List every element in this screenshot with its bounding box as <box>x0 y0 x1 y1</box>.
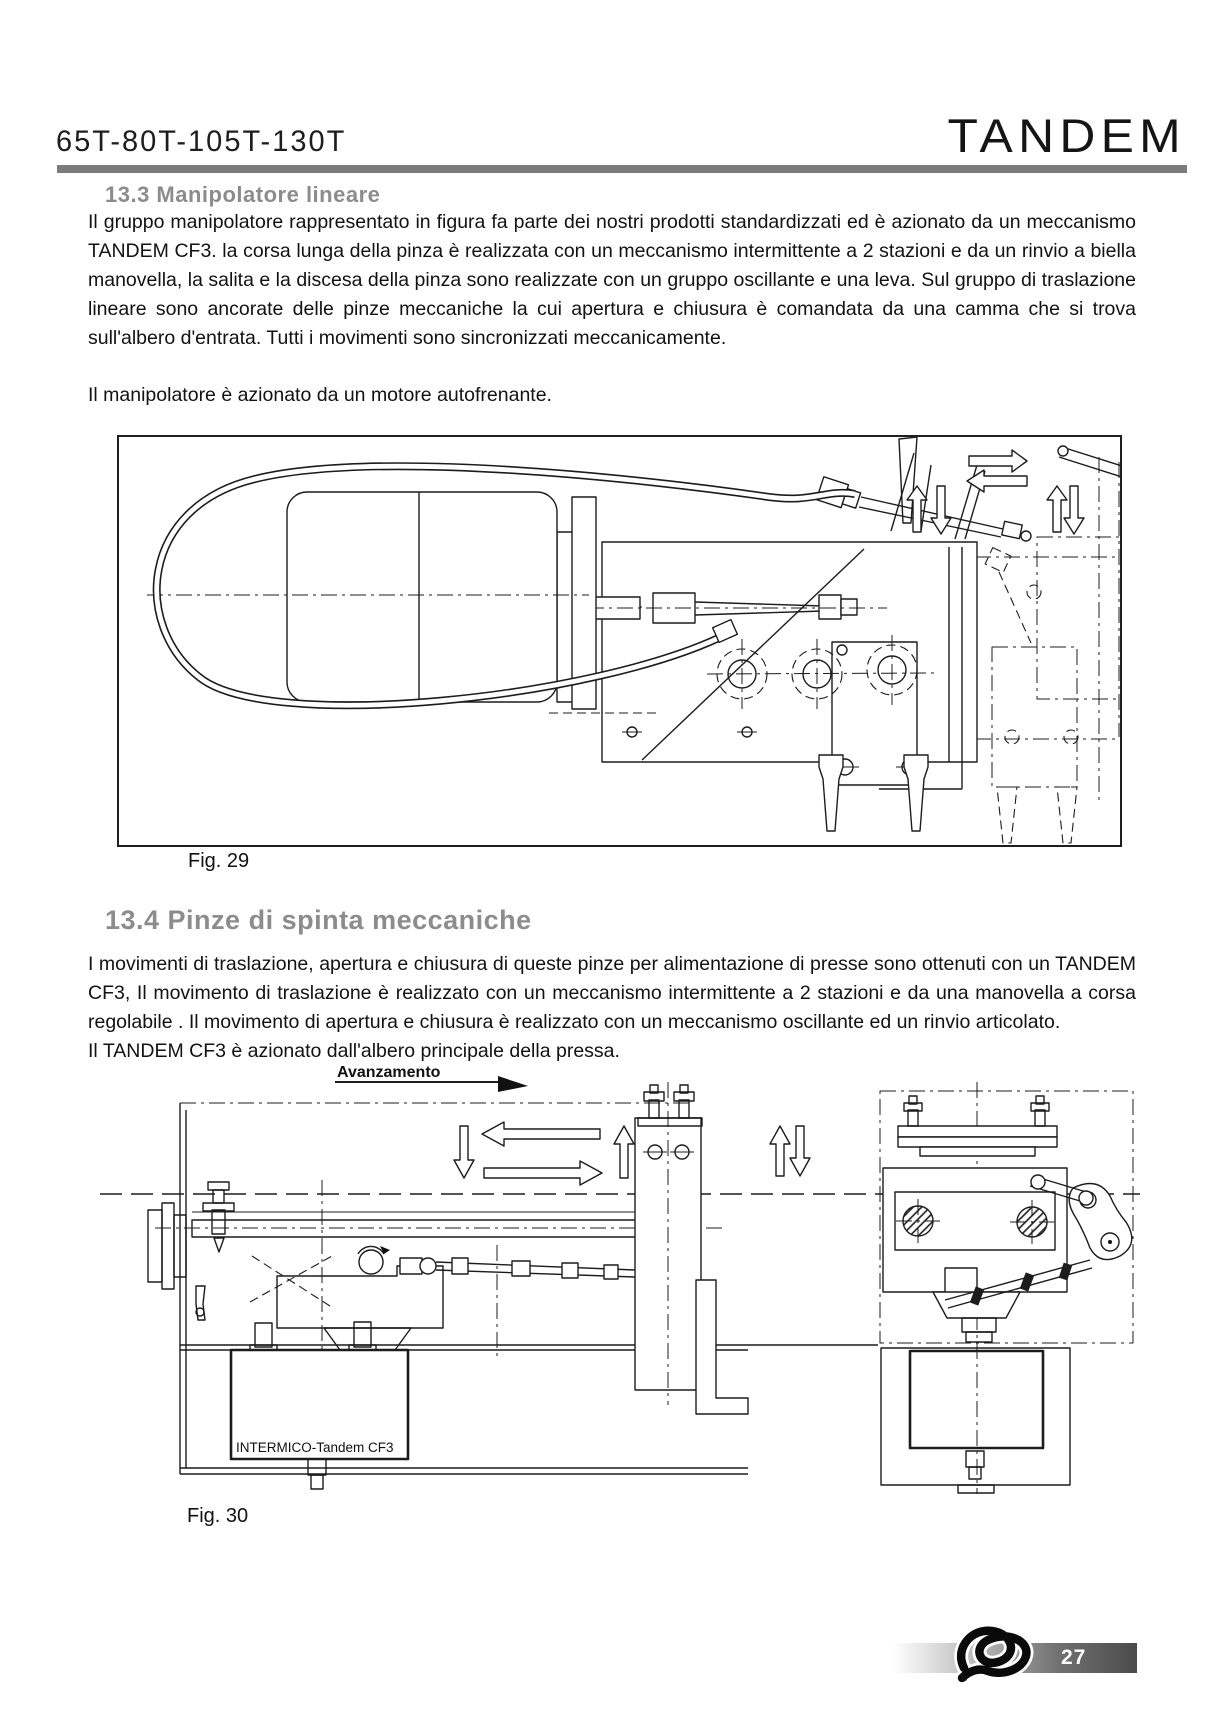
section-13-4-heading: 13.4 Pinze di spinta meccaniche <box>105 905 532 935</box>
brand-logo-text: TANDEM <box>947 109 1186 162</box>
figure-29 <box>117 435 1122 847</box>
fig29-gripper-plate <box>819 642 928 831</box>
fig29-ghost-outline <box>975 457 1120 843</box>
section-13-3-paragraph-2: Il manipolatore è azionato da un motore autofrenante. <box>88 384 552 406</box>
figure-30-caption: Fig. 30 <box>187 1505 249 1527</box>
fig30-end-view <box>880 1082 1133 1494</box>
fig30-drawing <box>100 1060 1140 1502</box>
figure-29-caption: Fig. 29 <box>188 850 250 872</box>
gearbox-label: INTERMICO-Tandem CF3 <box>236 1440 394 1455</box>
header-rule <box>57 165 1187 173</box>
fig29-housing <box>602 542 977 789</box>
fig30-side-view <box>148 1082 878 1489</box>
header-model-codes: 65T-80T-105T-130T <box>56 125 347 159</box>
section-13-4-paragraph: I movimenti di traslazione, apertura e chiusura di queste pinze per alimentazione di presse sono ottenuti con un TANDEM CF3, Il movimento di traslazione è realizzato con un meccanismo intermittente a 2 stazioni e da una manovella a corsa regolabile . Il movimento di apertura e chiusura è realizzato con un meccanismo oscillante ed un rinvio articolato. <box>88 953 1136 1033</box>
section-13-4-paragraph-2: Il TANDEM CF3 è azionato dall'albero principale della pressa. <box>88 1040 620 1062</box>
section-13-3-heading: 13.3 Manipolatore lineare <box>105 182 381 207</box>
fig29-drawing <box>119 437 1120 845</box>
figure-30 <box>100 1060 1140 1502</box>
avanzamento-label <box>335 1064 528 1092</box>
right-arrow-icon <box>498 1076 528 1092</box>
section-13-3-paragraph: Il gruppo manipolatore rappresentato in figura fa parte dei nostri prodotti standardizzati ed è azionato da un meccanismo TANDEM CF3. la corsa lunga della pinza è realizzata con un meccanismo intermittente a 2 stazioni e da un rinvio a biella manovella, la salita e la discesa della pinza sono realizzate con un gruppo oscillante e una leva. Sul gruppo di traslazione lineare sono ancorate delle pinze meccaniche la cui apertura e chiusura è comandata da una camma che si trova sull'albero d'entrata. Tutti i movimenti sono sincronizzati meccanicamente. <box>88 211 1136 349</box>
page-number: 27 <box>1061 1646 1087 1669</box>
motion-arrows-icon <box>907 450 1084 534</box>
brand-knot-icon <box>952 1618 1052 1684</box>
avanzamento-text: Avanzamento <box>337 1064 441 1081</box>
